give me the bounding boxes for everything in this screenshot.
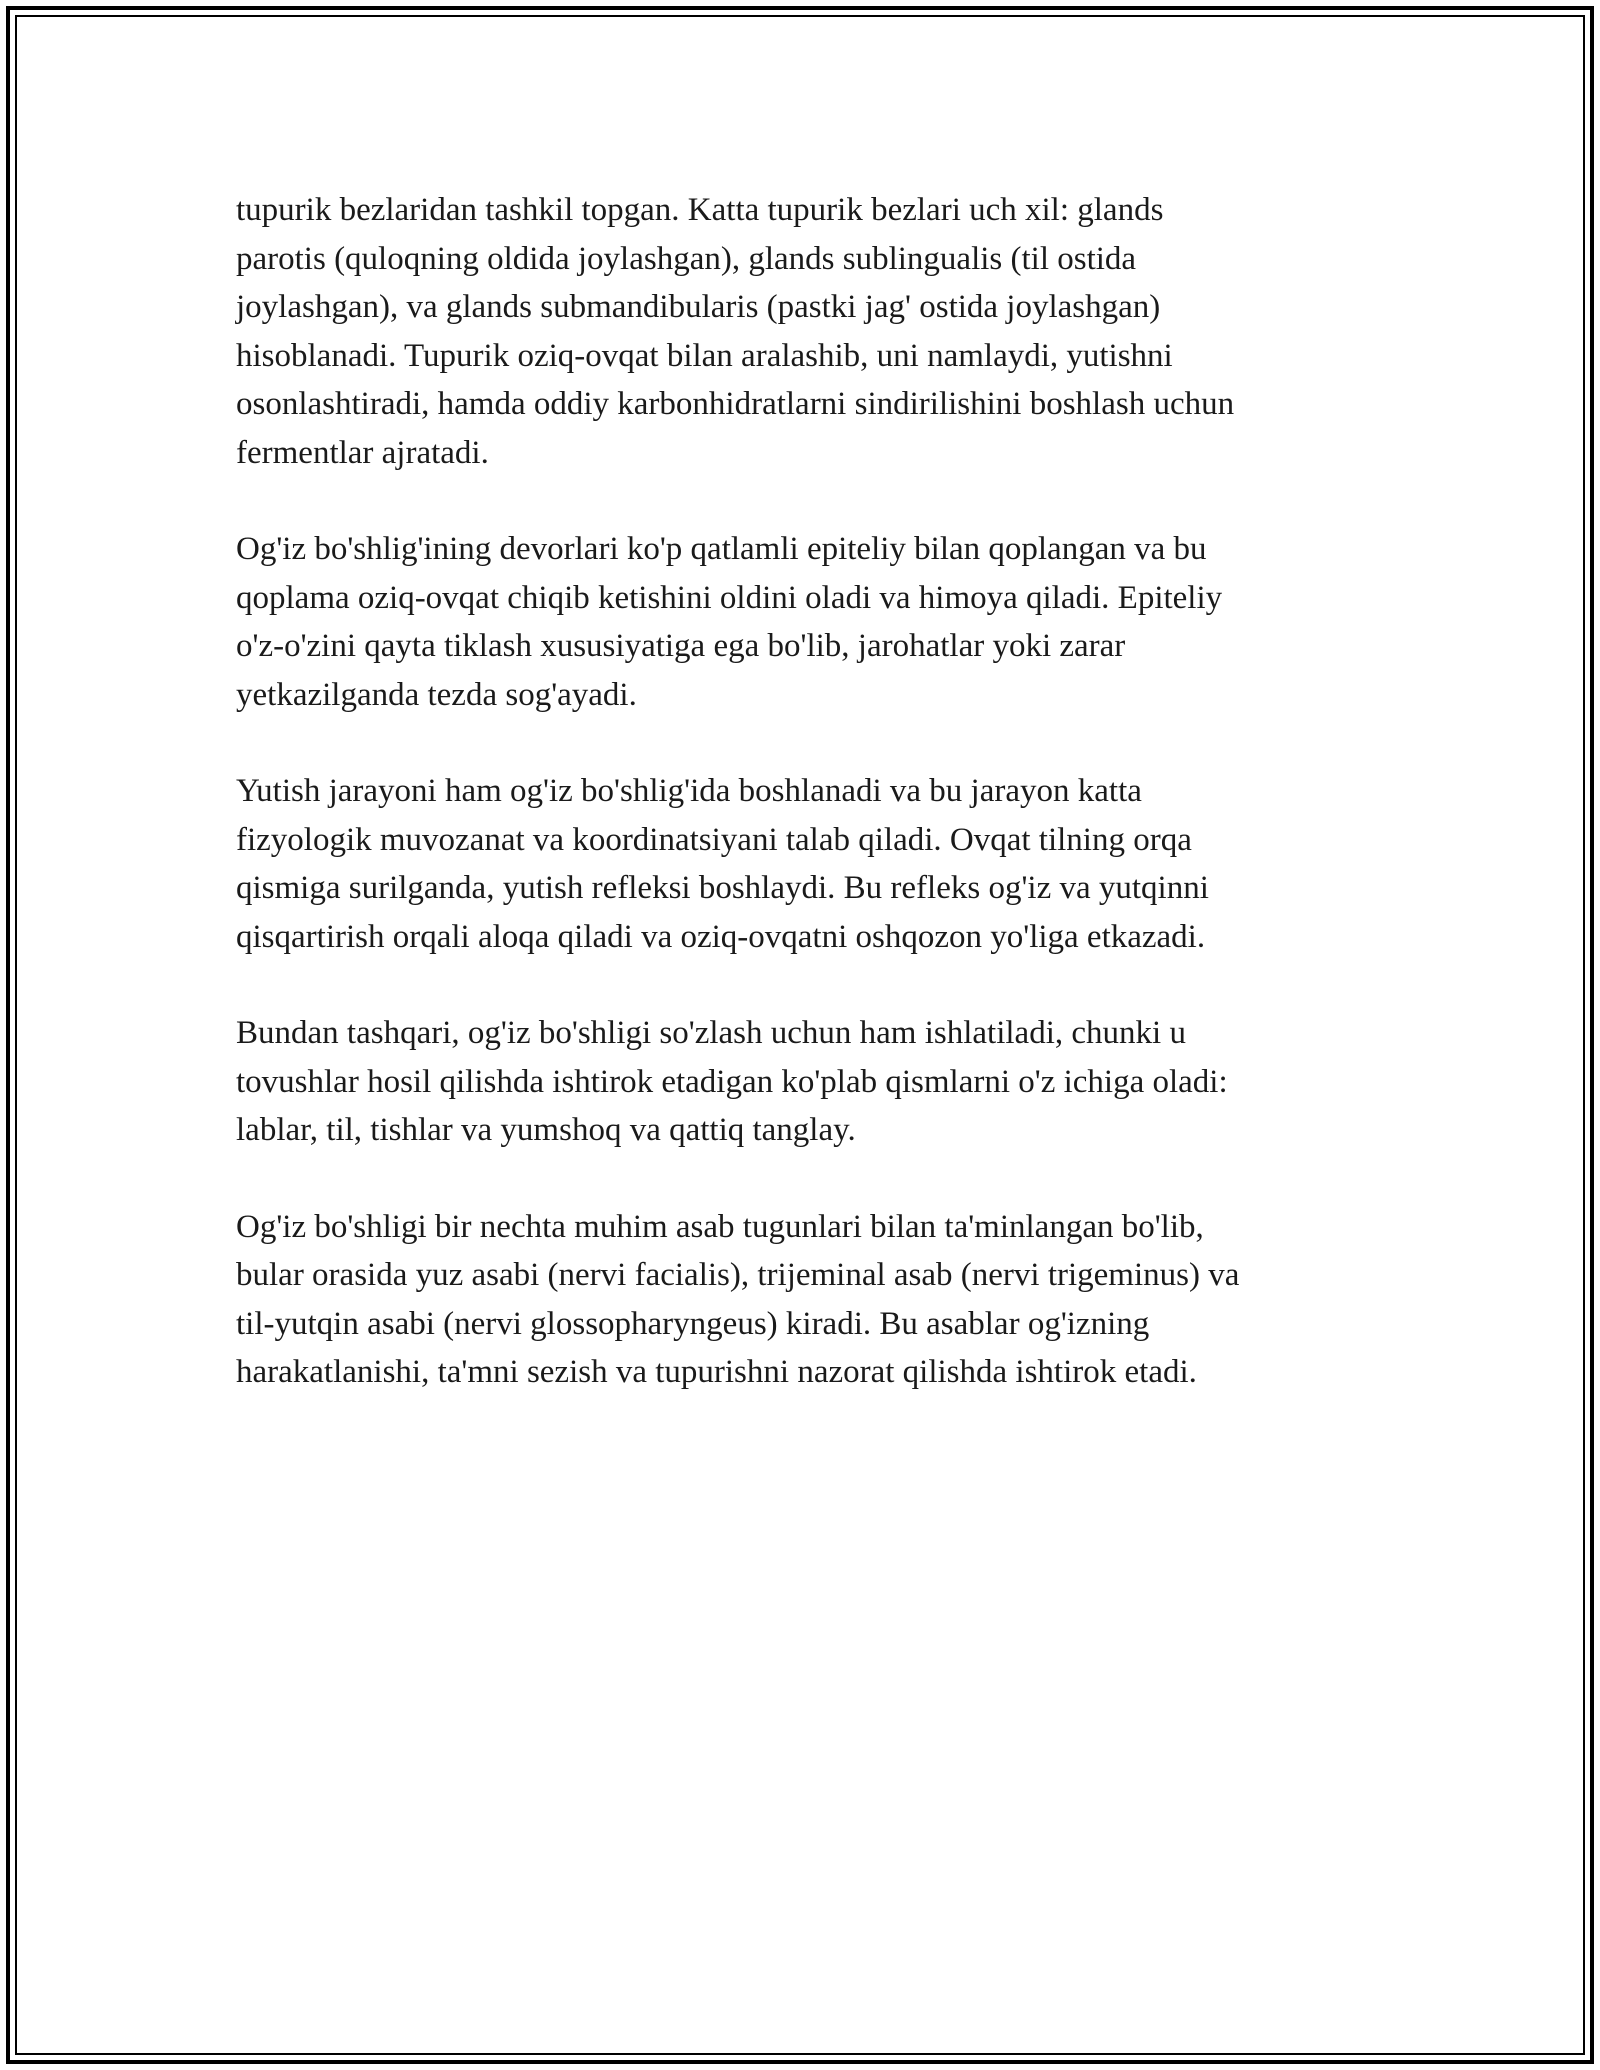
paragraph-epithelium: Og'iz bo'shlig'ining devorlari ko'p qatlamli epiteliy bilan qoplangan va bu qoplama oziq-ovqat chiqib ketishini oldini oladi va himoya qiladi. Epiteliy o'z-o'zini qayta tiklash xususiyatiga ega bo'lib, jarohatlar yoki zarar yetkazilganda tezda sog'ayadi. bbox=[236, 531, 1223, 713]
paragraph-speech: Bundan tashqari, og'iz bo'shligi so'zlash uchun ham ishlatiladi, chunki u tovushlar hosil qilishda ishtirok etadigan ko'plab qismlarni o'z ichiga oladi: lablar, til, tishlar va yumshoq va qattiq tanglay. bbox=[236, 1015, 1228, 1148]
paragraph-saliva: tupurik bezlaridan tashkil topgan. Katta tupurik bezlari uch xil: glands parotis (quloqning oldida joylashgan), glands sublingualis (til ostida joylashgan), va glands submandibularis (pastki jag' ostida joylashgan) hisoblanadi. Tupurik oziq-ovqat bilan aralashib, uni namlaydi, yutishni osonlashtiradi, hamda oddiy karbonhidratlarni sindirilishini boshlash uchun fermentlar ajratadi. bbox=[236, 192, 1235, 471]
paragraph-swallowing: Yutish jarayoni ham og'iz bo'shlig'ida boshlanadi va bu jarayon katta fizyologik muvozanat va koordinatsiyani talab qiladi. Ovqat tilning orqa qismiga surilganda, yutish refleksi boshlaydi. Bu refleks og'iz va yutqinni qisqartirish orqali aloqa qiladi va oziq-ovqatni oshqozon yo'liga etkazadi. bbox=[236, 773, 1209, 955]
paragraph-nerves: Og'iz bo'shligi bir nechta muhim asab tugunlari bilan ta'minlangan bo'lib, bular orasida yuz asabi (nervi facialis), trijeminal asab (nervi trigeminus) va til-yutqin asabi (nervi glossopharyngeus) kiradi. Bu asablar og'izning harakatlanishi, ta'mni sezish va tupurishni nazorat qilishda ishtirok etadi. bbox=[236, 1208, 1240, 1390]
document-body bbox=[236, 186, 1366, 1445]
